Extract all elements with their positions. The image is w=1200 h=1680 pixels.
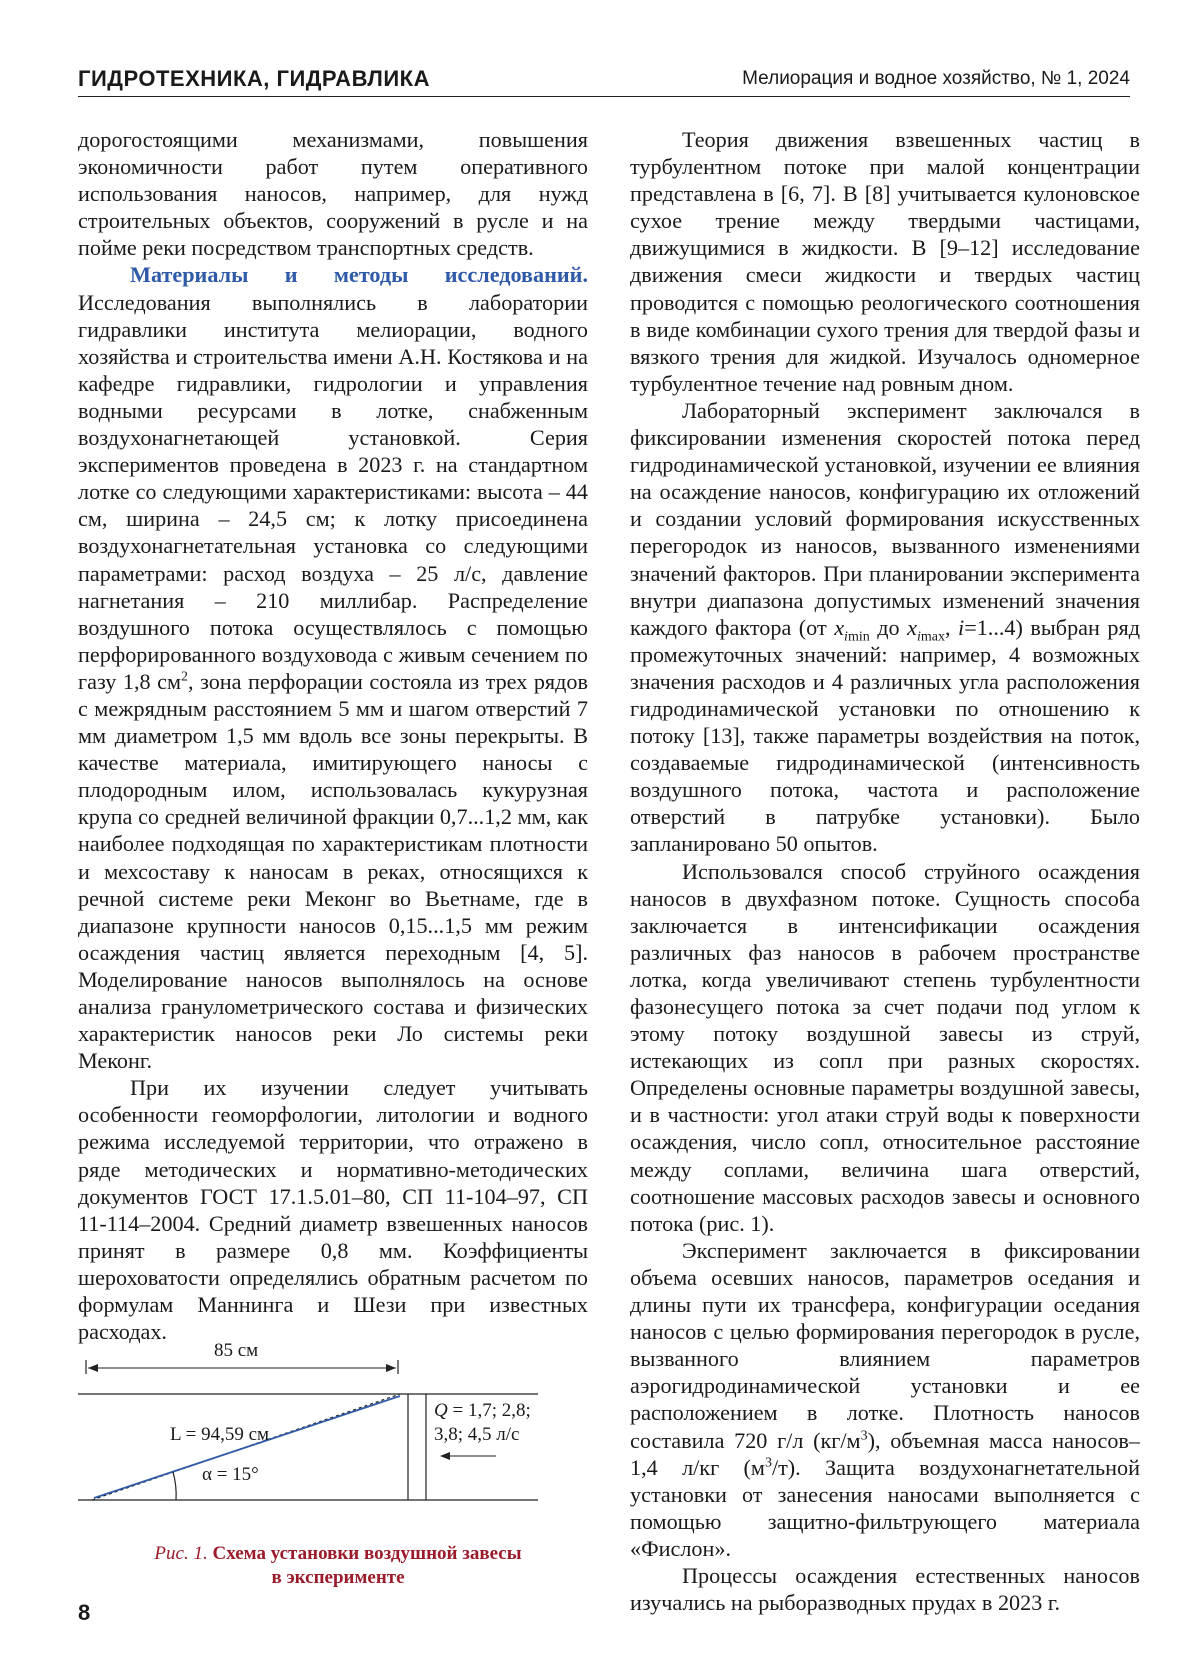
math-x: x bbox=[907, 614, 917, 640]
flow-q-symbol: Q bbox=[434, 1400, 448, 1421]
figure-title-line1: Схема установки воздушной завесы bbox=[212, 1543, 522, 1564]
math-i: i bbox=[958, 614, 965, 640]
paragraph-text: дорогостоящими механизмами, повышения экономичности работ путем оперативного использования наносов, например, для нужд строительных объектов, сооружений в русле и на пойме реки посредством транспортных средств. bbox=[78, 127, 588, 261]
math-subscript-i: i bbox=[916, 629, 921, 645]
math-subscript-min: min bbox=[847, 629, 870, 645]
math-x: x bbox=[834, 614, 845, 640]
paragraph-text: Лабораторный эксперимент заключался в фиксировании изменения скоростей потока перед гидродинамической установкой, изучении ее влияния на осаждение наносов, конфигурацию их отложений и создании условий формирования искусственных перегородок из наносов, вызванного изменениями значений факторов. При планировании эксперимента внутри диапазона допустимых изменений значения каждого фактора (от bbox=[630, 397, 1140, 640]
dimension-arrow-right bbox=[386, 1364, 396, 1372]
width-label: 85 см bbox=[214, 1340, 259, 1361]
page-number: 8 bbox=[78, 1600, 91, 1625]
paragraph bbox=[630, 858, 1140, 1237]
angle-arc bbox=[173, 1472, 176, 1500]
running-header-section: ГИДРОТЕХНИКА, ГИДРАВЛИКА bbox=[78, 66, 430, 91]
superscript: 2 bbox=[181, 669, 188, 685]
figure-diagram bbox=[78, 1338, 598, 1538]
paragraph bbox=[78, 126, 588, 261]
math-subscript-i: i bbox=[844, 629, 848, 645]
paragraph bbox=[630, 1237, 1140, 1562]
paragraph-text: При их изучении следует учитывать особенности геоморфологии, литологии и водного режима исследуемой территории, что отражено в ряде методических и нормативно-методических документов ГОСТ 17.1.5.01–80, СП 11-104–97, СП 11-114–2004. Средний диаметр взвешенных наносов принят в размере 0,8 мм. Коэффициенты шероховатости определялись обратным расчетом по формулам Маннинга и Шези при известных расходах. bbox=[78, 1075, 588, 1345]
figure-number: Рис. 1. bbox=[154, 1543, 208, 1564]
paragraph bbox=[630, 397, 1140, 858]
header-rule bbox=[78, 96, 1130, 97]
paragraph-text: , bbox=[944, 614, 959, 640]
paragraph bbox=[630, 126, 1140, 397]
flow-arrow-head bbox=[440, 1452, 450, 1460]
left-column bbox=[78, 126, 588, 1345]
section-heading-methods: Материалы и методы исследований. bbox=[130, 262, 588, 288]
paragraph bbox=[78, 1074, 588, 1345]
paragraph-methods bbox=[78, 261, 588, 1074]
paragraph-text: Теория движения взвешенных частиц в турбулентном потоке при малой концентрации представлена в [6, 7]. В [8] учитывается кулоновское сухое трение между твердыми частицами, движущимися в жидкости. В [9–12] исследование движения смеси жидкости и твердых частиц проводится с помощью реологического соотношения в виде комбинации сухого трения для твердой фазы и вязкого трения для жидкой. Изучалось одномерное турбулентное течение над ровным дном. bbox=[630, 127, 1140, 396]
math-subscript-max: max bbox=[920, 629, 945, 645]
paragraph-text: Использовался способ струйного осаждения наносов в двухфазном потоке. Сущность способа заключается в интенсификации осаждения различных фаз наносов в рабочем пространстве лотка, когда увеличивают степень турбулентности фазонесущего потока за счет подачи под углом к этому потоку воздушной завесы из струй, истекающих из сопл при разных скоростях. Определены основные параметры воздушной завесы, и в частности: угол атаки струй воды к поверхности осаждения, число сопл, относительное расстояние между соплами, величина шага отверстий, соотношение массовых расходов завесы и основного потока (рис. 1). bbox=[630, 858, 1140, 1236]
paragraph-text: Процессы осаждения естественных наносов изучались на рыборазводных прудах в 2023 г. bbox=[630, 1562, 1140, 1616]
right-column bbox=[630, 126, 1140, 1616]
paragraph-text: =1...4) выбран ряд промежуточных значений: например, 4 возможных значения расходов и 4 различных угла расположения гидродинамической установки по отношению к потоку [13], также параметры воздействия на поток, создаваемые гидродинамической (интенсивность воздушного потока, частота и расположение отверстий в патрубке установки). Было запланировано 50 опытов. bbox=[630, 614, 1140, 857]
running-header-journal: Мелиорация и водное хозяйство, № 1, 2024 bbox=[742, 68, 1130, 89]
dimension-arrow-left bbox=[88, 1364, 98, 1372]
paragraph bbox=[630, 1562, 1140, 1616]
flow-rate-label bbox=[434, 1400, 531, 1422]
figure-caption bbox=[78, 1542, 598, 1590]
paragraph-text: Исследования выполнялись в лаборатории гидравлики института мелиорации, водного хозяйства и строительства имени А.Н. Костякова и на кафедре гидравлики, гидрологии и управления водными ресурсами в лотке, снабженным воздухонагнетающей установкой. Серия экспериментов проведена в 2023 г. на стандартном лотке со следующими характеристиками: высота – 44 см, ширина – 24,5 см; к лотку присоединена воздухонагнетательная установка со следующими параметрами: расход воздуха – 25 л/с, давление нагнетания – 210 миллибар. Распределение воздушного потока осуществлялось с помощью перфорированного воздуховода с живым сечением по газу 1,8 см bbox=[78, 289, 588, 694]
paragraph-text: Эксперимент заключается в фиксировании объема осевших наносов, параметров оседания и длины пути их трансфера, конфигурации оседания наносов с целью формирования перегородок в русле, вызванного влиянием параметров аэрогидродинамической установки и ее расположением в лотке. Плотность наносов составила 720 г/л (кг/м bbox=[630, 1237, 1140, 1453]
figure-air-curtain-scheme bbox=[78, 1338, 598, 1538]
paragraph-text: /т). Защита воздухонагнетательной установки от занесения наносами выполняется с помощью защитно-фильтрующего материала «Фислон». bbox=[630, 1454, 1140, 1561]
angle-label: α = 15° bbox=[202, 1464, 259, 1485]
length-label: L = 94,59 см bbox=[170, 1424, 270, 1445]
figure-title-line2: в эксперименте bbox=[271, 1567, 405, 1588]
paragraph-text: до bbox=[869, 614, 908, 640]
flow-rate-values-2: 3,8; 4,5 л/с bbox=[434, 1424, 520, 1445]
superscript: 3 bbox=[764, 1455, 772, 1471]
superscript: 3 bbox=[860, 1428, 868, 1444]
paragraph-text: ), объемная масса наносов– 1,4 л/кг (м bbox=[630, 1427, 1140, 1480]
paragraph-text: , зона перфорации состояла из трех рядов с межрядным расстоянием 5 мм и шагом отверстий 7 мм диаметром 1,5 мм вдоль все зоны перекрыты. В качестве материала, имитирующего наносы с плодородным илом, использовалась кукурузная крупа со средней величиной фракции 0,7...1,2 мм, как наиболее подходящая по характеристикам плотности и мехсоставу к наносам в реках, относящихся к речной системе реки Меконг во Вьетнаме, где в диапазоне крупности наносов 0,15...1,5 мм режим осаждения частиц является переходным [4, 5]. Моделирование наносов выполнялось на основе анализа гранулометрического состава и физических характеристик наносов реки Ло системы реки Меконг. bbox=[78, 668, 588, 1074]
flow-rate-values-1: = 1,7; 2,8; bbox=[447, 1400, 531, 1421]
